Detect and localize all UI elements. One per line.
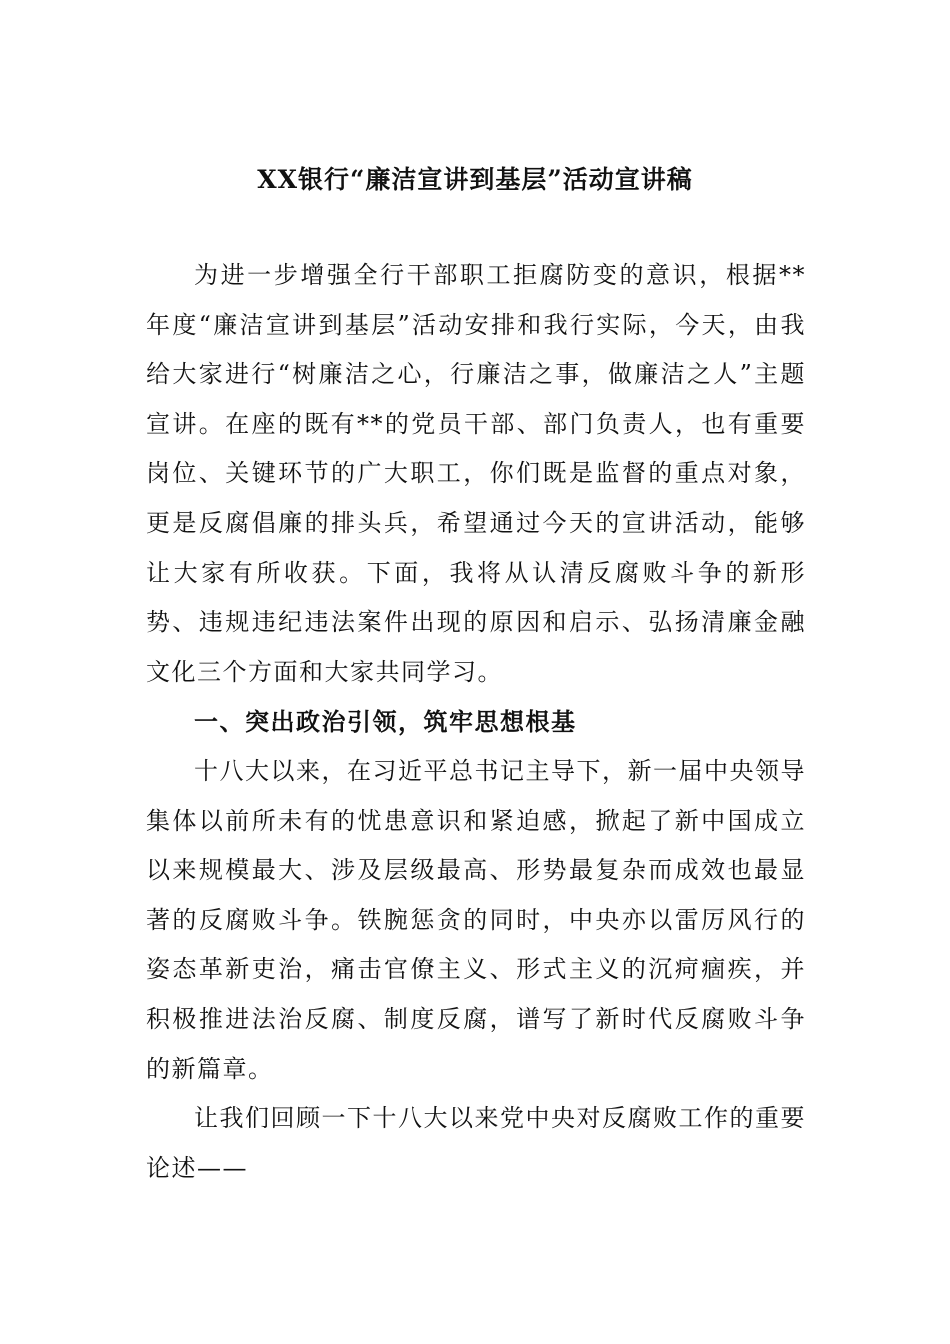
section-heading: 一、突出政治引领，筑牢思想根基 (194, 707, 577, 737)
document-title: XX银行“廉洁宣讲到基层”活动宣讲稿 (257, 165, 693, 194)
document-body (146, 251, 806, 1193)
body-paragraph: 十八大以来，在习近平总书记主导下，新一届中央领导集体以前所未有的忧患意识和紧迫感，掀起了新中国成立以来规模最大、涉及层级最高、形势最复杂而成效也最显著的反腐败斗争。铁腕惩贪的同时，中央亦以雷厉风行的姿态革新吏治，痛击官僚主义、形式主义的沉疴痼疾，并积极推进法治反腐、制度反腐，谱写了新时代反腐败斗争的新篇章。 (146, 756, 806, 1083)
intro-paragraph: 为进一步增强全行干部职工拒腐防变的意识，根据**年度“廉洁宣讲到基层”活动安排和我行实际，今天，由我给大家进行“树廉洁之心，行廉洁之事，做廉洁之人”主题宣讲。在座的既有**的党员干部、部门负责人，也有重要岗位、关键环节的广大职工，你们既是监督的重点对象，更是反腐倡廉的排头兵，希望通过今天的宣讲活动，能够让大家有所收获。下面，我将从认清反腐败斗争的新形势、违规违纪违法案件出现的原因和启示、弘扬清廉金融文化三个方面和大家共同学习。 (146, 261, 806, 686)
closing-paragraph: 让我们回顾一下十八大以来党中央对反腐败工作的重要论述—— (146, 1104, 806, 1182)
